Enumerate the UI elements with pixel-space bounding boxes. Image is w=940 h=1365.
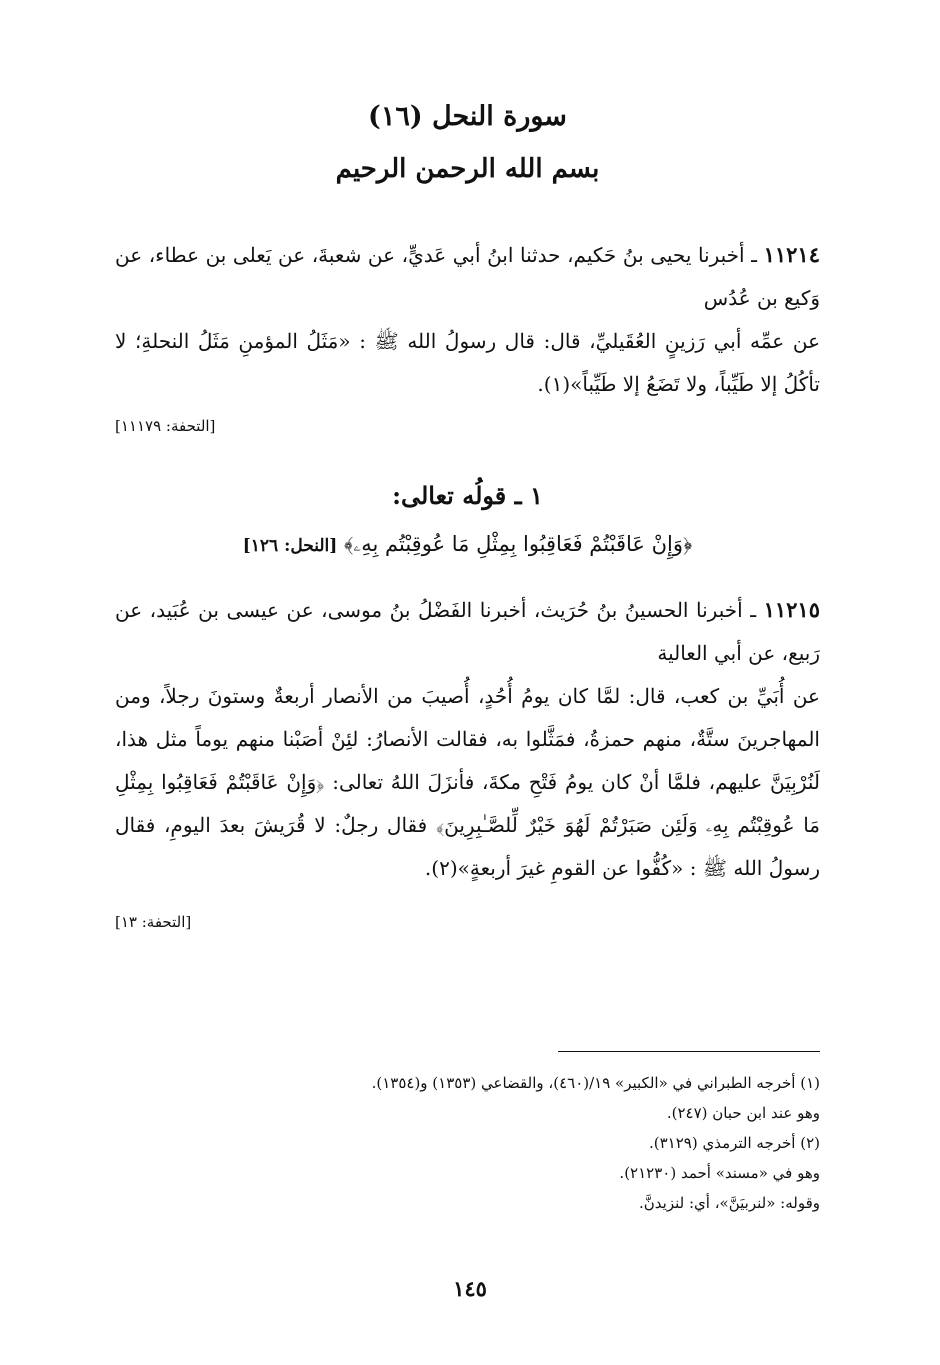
hadith-isnad-text: ـ أخبرنا يحيى بنُ حَكيم، حدثنا ابنُ أبي عَديٍّ، عن شعبةَ، عن يَعلى بن عطاء، عن وَكيع بن عُدُس [115, 243, 820, 310]
footnote-line: وهو في «مسند» أحمد (٢١٢٣٠). [619, 1164, 820, 1182]
hadith-number: ١١٢١٥ [763, 597, 820, 622]
footnote-line: (١) أخرجه الطبراني في «الكبير» ١٩/(٤٦٠)، والقضاعي (١٣٥٣) و(١٣٥٤). [371, 1074, 820, 1092]
quran-verse: ﴿وَإِنْ عَاقَبْتُمْ فَعَاقِبُوا بِمِثْلِ مَا عُوقِبْتُم بِهِۦ﴾ [343, 532, 693, 556]
section-heading: ١ ـ قولُه تعالى: [392, 481, 543, 510]
footnote-line: وقوله: «لنربيَنَّ»، أي: لنزيدنَّ. [639, 1194, 820, 1212]
hadith-number: ١١٢١٤ [763, 242, 820, 267]
basmala: بسم الله الرحمن الرحيم [335, 154, 600, 184]
footnote-line: وهو عند ابن حبان (٢٤٧). [666, 1104, 820, 1122]
footnote-divider [558, 1051, 820, 1052]
surah-title: سورة النحل (١٦) [368, 101, 567, 132]
verse-reference: [النحل: ١٢٦] [242, 536, 338, 556]
page-number: ١٤٥ [453, 1276, 487, 1301]
tuhfa-reference: [التحفة: ١١١٧٩] [115, 417, 216, 435]
footnotes [220, 1068, 820, 1218]
hadith-isnad [115, 233, 820, 320]
hadith-matn: عن عمِّه أبي رَزينٍ العُقَيليِّ، قال: قال رسولُ الله ﷺ : «مَثَلُ المؤمنِ مَثَلُ النحلةِ؛ لا تأكُلُ إلا طَيِّباً، ولا تَضَعُ إلا طَيِّباً»(١). [115, 329, 820, 396]
quran-verse-line [115, 524, 820, 566]
page-body [115, 95, 820, 934]
hadith-isnad-text: ـ أخبرنا الحسينُ بنُ حُرَيث، أخبرنا الفَضْلُ بنُ موسى، عن عيسى بن عُبَيد، عن رَبيع، عن أبي العالية [115, 598, 820, 665]
hadith-isnad [115, 588, 820, 675]
footnote-line: (٢) أخرجه الترمذي (٣١٢٩). [648, 1134, 820, 1152]
hadith-matn: عن أُبَيِّ بن كعب، قال: لمَّا كان يومُ أُحُدٍ، أُصيبَ من الأنصار أربعةٌ وستونَ رجلاً، ومن المهاجرينَ ستَّةٌ، منهم حمزةُ، فمَثَّلوا به، فقالت الأنصارُ: لئِنْ أصَبْنا منهم يوماً مثل هذا، لَنُرْبِيَنَّ عليهم، فلمَّا أنْ كان يومُ فَتْحِ مكةَ، فأنزَلَ اللهُ تعالى: ﴿وَإِنْ عَاقَبْتُمْ فَعَاقِبُوا بِمِثْلِ مَا عُوقِبْتُم بِهِۦ وَلَئِن صَبَرْتُمْ لَهُوَ خَيْرٌ لِّلصَّـٰبِرِينَ﴾ فقال رجلٌ: لا قُرَيشَ بعدَ اليومِ، فقال رسولُ الله ﷺ : «كُفُّوا عن القومِ غيرَ أربعةٍ»(٢). [115, 684, 820, 880]
tuhfa-reference: [التحفة: ١٣] [115, 913, 192, 931]
